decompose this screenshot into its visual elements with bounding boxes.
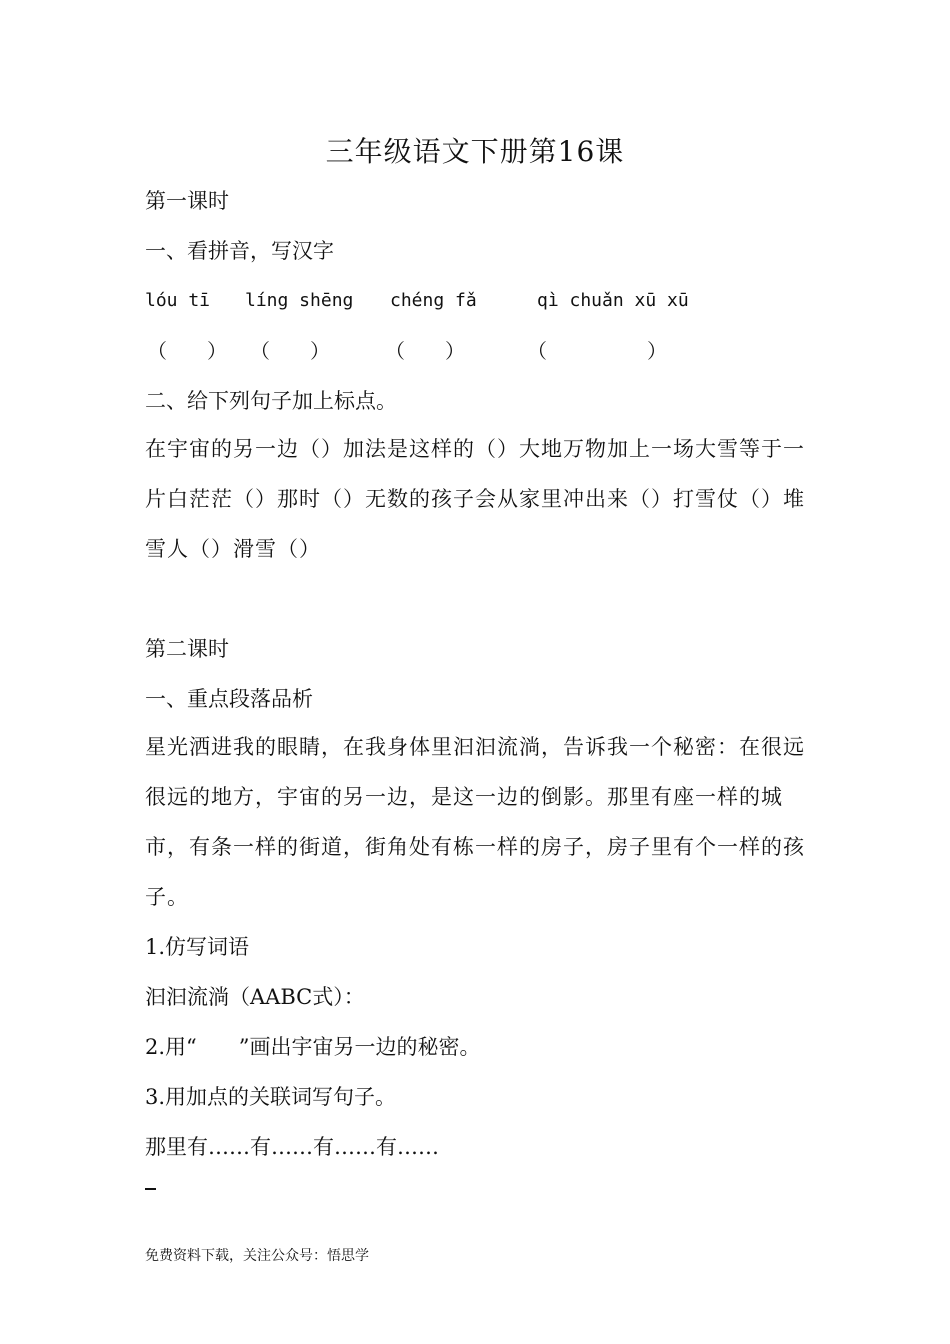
pinyin-section-title: 一、看拼音，写汉字 xyxy=(145,239,334,263)
answer-bracket[interactable]: （ ） xyxy=(385,339,465,363)
punctuation-exercise-text: 在宇宙的另一边（）加法是这样的（）大地万物加上一场大雪等于一片白茫茫（）那时（）无数的孩子会从家里冲出来（）打雪仗（）堆雪人（）滑雪（） xyxy=(145,437,805,561)
footer-note: 免费资料下载，关注公众号：悟思学 xyxy=(145,1248,369,1264)
pinyin-item: chéng fǎ xyxy=(390,290,477,311)
answer-brackets-row xyxy=(145,336,805,366)
pinyin-item: líng shēng xyxy=(245,290,354,311)
answer-line-mark xyxy=(145,1188,156,1190)
reading-passage: 星光洒进我的眼睛，在我身体里汩汩流淌，告诉我一个秘密：在很远很远的地方，宇宙的另一边，是这一边的倒影。那里有座一样的城市，有条一样的街道，街角处有栋一样的房子，房子里有个一样的孩子。 xyxy=(145,735,805,909)
analysis-section-title: 一、重点段落品析 xyxy=(145,687,313,711)
question-3: 3.用加点的关联词写句子。 xyxy=(145,1085,397,1109)
question-3-pattern: 那里有……有……有……有…… xyxy=(145,1135,439,1159)
lesson2-heading: 第二课时 xyxy=(145,637,229,661)
answer-bracket[interactable]: （ ） xyxy=(527,339,667,363)
pinyin-item: qì chuǎn xū xū xyxy=(537,290,689,311)
page-title: 三年级语文下册第16课 xyxy=(325,135,625,168)
question-1: 1.仿写词语 xyxy=(145,935,250,959)
question-1-example: 汩汩流淌（AABC式）： xyxy=(145,985,365,1009)
answer-bracket[interactable]: （ ） xyxy=(147,339,227,363)
question-2: 2.用“ ”画出宇宙另一边的秘密。 xyxy=(145,1035,481,1059)
answer-bracket[interactable]: （ ） xyxy=(250,339,330,363)
pinyin-item: lóu tī xyxy=(145,290,211,311)
punctuation-section-title: 二、给下列句子加上标点。 xyxy=(145,389,397,413)
pinyin-row xyxy=(145,286,805,316)
lesson1-heading: 第一课时 xyxy=(145,189,229,213)
